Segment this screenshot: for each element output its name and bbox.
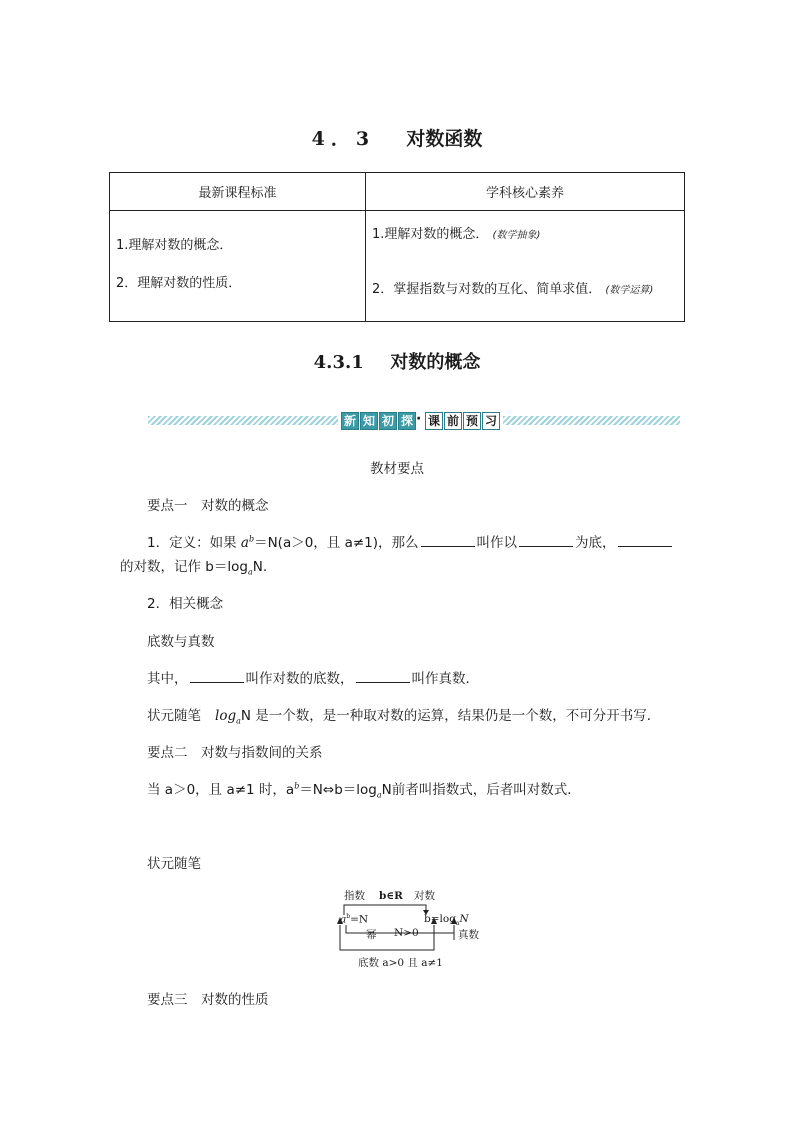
standard-item-2: 2．理解对数的性质． — [116, 276, 242, 291]
banner-char: 探 — [398, 412, 416, 430]
banner-char: 预 — [463, 412, 481, 430]
among-prefix: 其中， — [147, 671, 188, 687]
among-end: 叫作真数． — [411, 671, 479, 687]
literacy-item-2-tag: (数学运算) — [605, 285, 654, 296]
def-prefix: 1．定义：如果 — [147, 535, 241, 551]
literacy-item-1-tag: (数学抽象) — [492, 230, 541, 241]
banner-hatch-right — [503, 416, 680, 425]
answer-blank — [421, 534, 475, 547]
diagram-power-label: 幂 — [366, 929, 377, 941]
subsection-title — [0, 348, 794, 374]
log-main: b=log — [424, 913, 456, 925]
exp-sup: b — [346, 913, 351, 920]
answer-blank — [190, 670, 244, 683]
diagram-exp-form — [340, 913, 368, 926]
banner-dot: · — [416, 411, 422, 427]
materials-heading: 教材要点 — [370, 461, 424, 477]
section-banner — [148, 411, 680, 431]
def-condition: ＝N(a＞0，且 a≠1)，那么 — [254, 535, 419, 551]
subsection-name: 对数的概念 — [390, 352, 481, 373]
diagram-b-domain: b∈R — [379, 890, 403, 902]
point1-heading: 要点一 对数的概念 — [147, 498, 269, 514]
note-label: 状元随笔 — [147, 708, 201, 724]
base-true-heading: 底数与真数 — [147, 634, 215, 650]
literacy-item-1 — [372, 223, 540, 242]
relation-line: 当 a＞0，且 a≠1 时，$a^b=N\Leftrightarrow b=\log_aN$前者叫指数式，后者叫对数式． — [147, 781, 581, 800]
log-rest: N — [459, 913, 469, 925]
standards-cell — [110, 211, 366, 322]
standard-item-1: 1.理解对数的概念． — [116, 238, 233, 253]
exp-rest: =N — [350, 913, 369, 926]
exp-log-diagram — [330, 885, 490, 970]
section-name: 对数函数 — [406, 128, 483, 150]
relation-a: 当 a＞0，且 a≠1 时，a — [147, 782, 295, 798]
banner-hatch-left — [148, 416, 338, 425]
banner-char: 习 — [482, 412, 500, 430]
exp-base: a — [340, 913, 347, 926]
diagram-log-label: 对数 — [414, 890, 435, 902]
answer-blank — [618, 534, 672, 547]
related-heading: 2．相关概念 — [147, 596, 224, 612]
point2-heading: 要点二 对数与指数间的关系 — [147, 745, 323, 761]
note-label-2: 状元随笔 — [147, 856, 201, 872]
point3-heading: 要点三 对数的性质 — [147, 992, 269, 1008]
relation-b: ＝N⇔b＝log — [299, 782, 377, 798]
log-sub: a — [455, 920, 460, 928]
diagram-bracket-base — [340, 925, 434, 950]
relation-c: N前者叫指数式，后者叫对数式． — [381, 782, 581, 798]
def-mid1: 叫作以 — [476, 535, 518, 551]
banner-char: 前 — [444, 412, 462, 430]
def-line2: 的对数，记作 b＝log — [120, 559, 248, 575]
answer-blank — [519, 534, 573, 547]
diagram-base-cond: 底数 a>0 且 a≠1 — [358, 957, 443, 969]
table-header-standards: 最新课程标准 — [110, 173, 366, 211]
literacy-item-2 — [372, 278, 653, 297]
point1-definition-line2: 的对数，记作 $b=\log_aN$. — [120, 559, 268, 577]
table-header-literacy: 学科核心素养 — [366, 173, 685, 211]
banner-char: 初 — [379, 412, 397, 430]
banner-char: 新 — [341, 412, 359, 430]
section-number: 4．3 — [311, 128, 376, 150]
literacy-item-1-text: 1.理解对数的概念． — [372, 227, 489, 242]
section-title — [0, 124, 794, 151]
banner-char: 课 — [425, 412, 443, 430]
among-line — [147, 667, 479, 687]
def-mid2: 为底， — [575, 535, 616, 551]
note-line: 状元随笔 $\log_aN$ 是一个数，是一种取对数的运算，结果仍是一个数，不可分开书写． — [147, 708, 661, 726]
note-text: N 是一个数，是一种取对数的运算，结果仍是一个数，不可分开书写． — [240, 708, 661, 724]
diagram-true-label: 真数 — [458, 929, 479, 941]
answer-blank — [356, 670, 410, 683]
literacy-item-2-text: 2．掌握指数与对数的互化、简单求值． — [372, 282, 602, 297]
point1-definition: 1．定义：如果 $a^b=N(a>0$，且 a≠1)，那么 叫作以 为底， — [147, 531, 674, 551]
diagram-n-cond: N>0 — [394, 927, 419, 939]
diagram-exp-label: 指数 — [344, 890, 365, 902]
among-mid: 叫作对数的底数， — [245, 671, 354, 687]
def-line2-end: N. — [252, 559, 268, 575]
diagram-log-form — [424, 913, 469, 927]
subsection-number: 4.3.1 — [313, 352, 364, 373]
banner-char: 知 — [360, 412, 378, 430]
